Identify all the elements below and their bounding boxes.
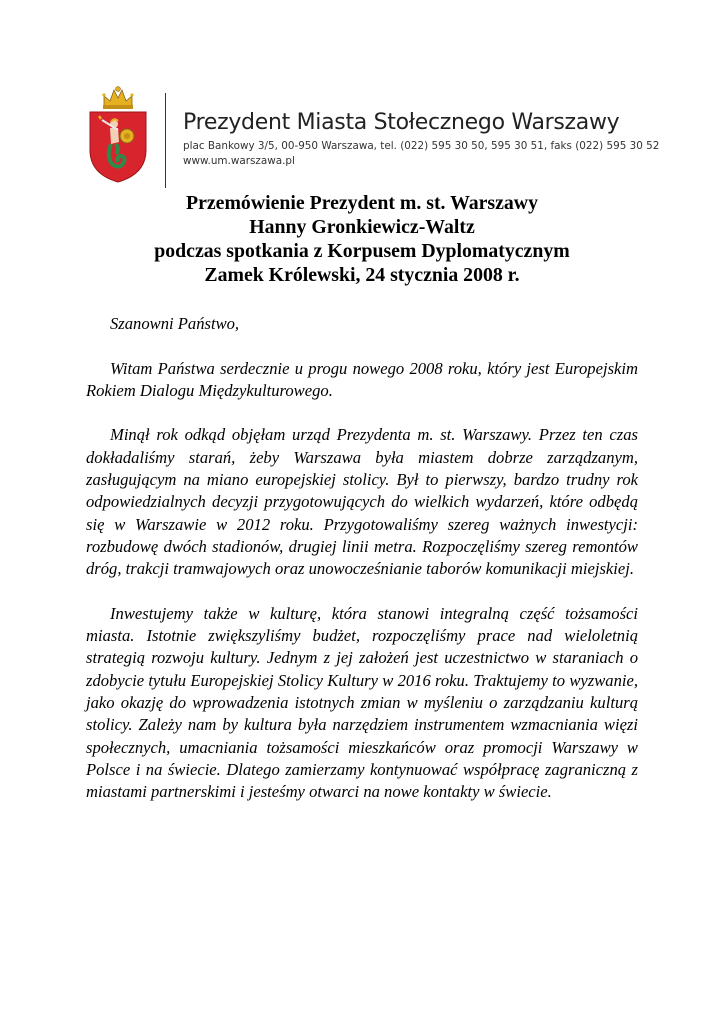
heading-line: podczas spotkania z Korpusem Dyplomatycznym [154, 240, 570, 262]
heading-line: Przemówienie Prezydent m. st. Warszawy [186, 192, 538, 214]
speech-heading [86, 191, 638, 287]
letterhead-title: Prezydent Miasta Stołecznego Warszawy [183, 110, 620, 135]
letterhead-website: www.um.warszawa.pl [183, 155, 295, 167]
speech-body [86, 313, 638, 804]
paragraph: Inwestujemy także w kulturę, która stanowi integralną część tożsamości miasta. Istotnie zwiększyliśmy budżet, rozpoczęliśmy prace nad wieloletnią strategią rozwoju kultury. Jednym z jej założeń jest uczestnictwo w staraniach o zdobycie tytułu Europejskiej Stolicy Kultury w 2016 roku. Traktujemy to wyzwanie, jako okazję do wprowadzenia istotnych zmian w myśleniu o zarządzaniu kulturą stolicy. Zależy nam by kultura była narzędziem instrumentem wzmacniania więzi społecznych, umacniania tożsamości mieszkańców oraz promocji Warszawy w Polsce i na świecie. Dlatego zamierzamy kontynuować współpracę zagraniczną z miastami partnerskimi i jesteśmy otwarci na nowe kontakty w świecie. [86, 603, 638, 802]
warsaw-coat-of-arms-icon [84, 84, 152, 184]
crown-icon [102, 87, 133, 109]
paragraph: Witam Państwa serdecznie u progu nowego 2008 roku, który jest Europejskim Rokiem Dialogu Międzykulturowego. [86, 358, 638, 400]
letterhead-divider [165, 93, 166, 188]
heading-line: Zamek Królewski, 24 stycznia 2008 r. [204, 264, 520, 286]
letterhead [0, 0, 724, 190]
greeting: Szanowni Państwo, [110, 314, 240, 333]
paragraph: Minął rok odkąd objęłam urząd Prezydenta m. st. Warszawy. Przez ten czas dokładaliśmy starań, żeby Warszawa była miastem dobrze zarządzanym, zasługującym na miano europejskiej stolicy. Był to pierwszy, bardzo trudny rok odpowiedzialnych decyzji przygotowujących do wielkich wydarzeń, które odbędą się w Warszawie w 2012 roku. Przygotowaliśmy szereg ważnych inwestycji: rozbudowę dwóch stadionów, drugiej linii metra. Rozpoczęliśmy szereg remontów dróg, trakcji tramwajowych oraz unowocześnianie taborów komunikacji miejskiej. [86, 425, 638, 579]
letterhead-address: plac Bankowy 3/5, 00-950 Warszawa, tel. (022) 595 30 50, 595 30 51, faks (022) 595 30 52 [183, 140, 660, 152]
heading-line: Hanny Gronkiewicz-Waltz [249, 216, 475, 238]
